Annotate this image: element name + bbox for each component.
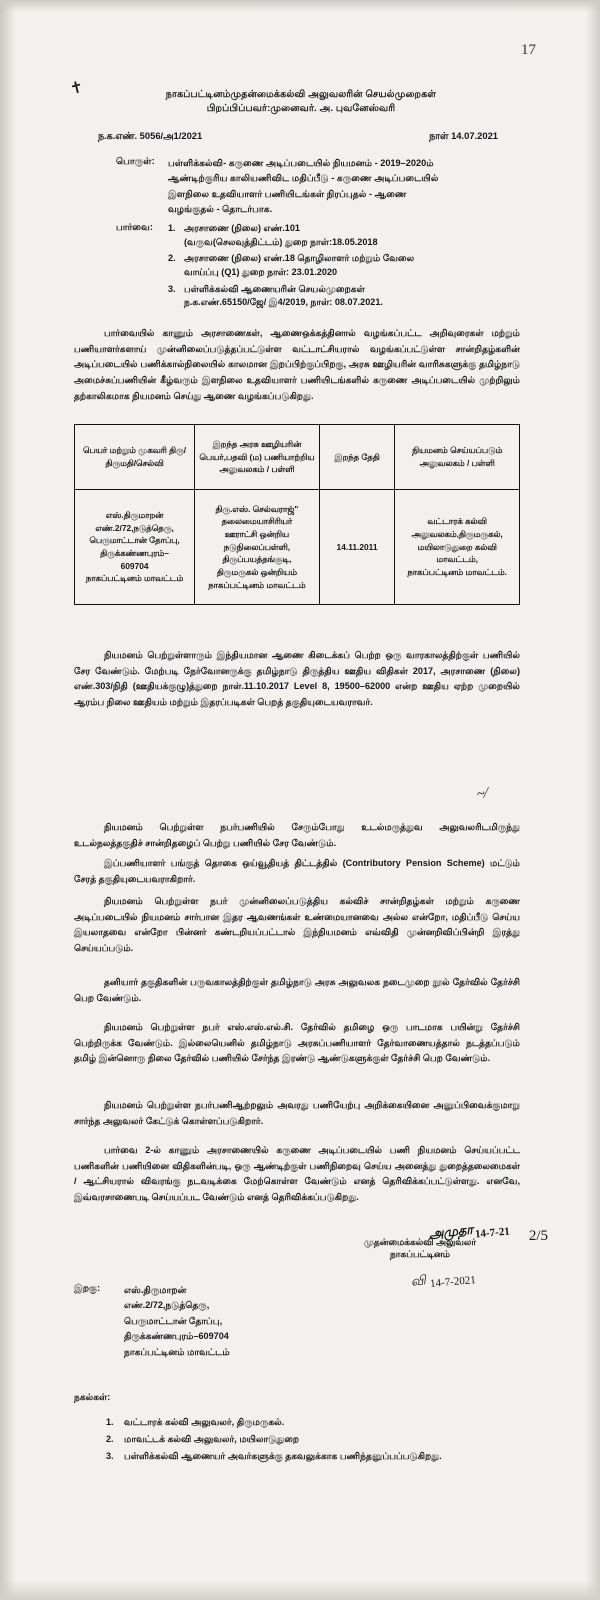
cell-line: வட்டாரக் கல்வி (427, 516, 487, 527)
cell-line: தலைமையாசிரியர் (221, 516, 293, 527)
cell-line: அலுவலகம்,திருமருகல், (411, 529, 503, 540)
reference-item-line: வாய்ப்பு (Q1) துறை நாள்: 23.01.2020 (184, 266, 338, 277)
page-fraction: 2/5 (528, 1228, 548, 1244)
cell-line: திரு.எஸ். செல்வராஜ்" (215, 503, 299, 514)
signature-block (330, 1221, 511, 1261)
table-header-row (75, 425, 520, 490)
copies-item-text: மாவட்டக் கல்வி அலுவலர், மயிலாடுதுறை (124, 1433, 300, 1444)
paragraph-lower-1-text: நியமனம் பெற்றுள்ள நபர்பணியில் சேரும்போது உடல்மருத்துவ அலுவலரிடமிருந்து உடல்நலத்தகுதிச் சான்றிதழைப் பெற்று பணியில் சேர வேண்டும். (74, 822, 520, 848)
paragraph-lower-2 (74, 856, 520, 887)
cell-line: நாகப்பட்டினம் மாவட்டம் (85, 573, 184, 584)
second-signature-scribble: வி (410, 1272, 427, 1289)
reference-item-line: பள்ளிக்கல்வி ஆணையரின் செயல்முறைகள் (184, 283, 365, 294)
copies-item (106, 1448, 516, 1465)
recipient-line: நாகப்பட்டினம் மாவட்டம் (124, 1346, 230, 1357)
cell-line: நாகப்பட்டினம் மாவட்டம். (407, 566, 507, 577)
recipient-line: திருக்கண்ணபுரம்–609704 (124, 1331, 229, 1342)
paragraph-lower-5-text: நியமனம் பெற்றுள்ள நபர் எஸ்.எஸ்.எல்.சி. தேர்வில் தமிழை ஒரு பாடமாக பயின்று தேர்ச்சி பெற்றிருக்க வேண்டும். இல்லையெனில் தமிழ்நாடு அரசுப்பணியாளர் தேர்வாணையத்தால் நடத்தப்படும் தமிழ் இன்னொரு நிலை தேர்வில் பணியில் சேர்ந்த இரண்டு ஆண்டுகளுக்குள் தேர்ச்சி பெற வேண்டும். (74, 1022, 520, 1064)
paragraph-1-text: பார்வையில் காணும் அரசாணைகள், ஆணைஒக்கத்தினால் வழங்கப்பட்ட அறிவுரைகள் மற்றும் பணியாளர்களாய் முன்னிலைப்படுத்தப்பட்டுள்ள வட்டாட்சியரால் வழங்கப்பட்டுள்ள சான்றிதழ்களின் அடிப்படையில் பணிக்கால்நிலையில் காலமான இறப்பிற்குப்பிறகு, அரசு ஊழியரின் வாரிசுகளுக்கு தமிழ்நாடு அமைச்சுப்பணியின் கீழ்வரும் இளநிலை உதவியாளர் பணியிடங்களில் கருணை அடிப்படையில் முற்றிலும் தற்காலிகமாக நியமனம் செய்து ஆணை வழங்கப்படுகிறது. (74, 328, 520, 401)
reference-item-number: 3. (168, 283, 176, 294)
paragraph-lower-1 (74, 820, 520, 851)
subject-line-2: ஆண்டிற்குரிய காலியணிவிட மதிப்பீடு - கருணை அடிப்படையில் (168, 173, 439, 184)
reference-item-line: அரசாணை (நிலை) எண்.101 (184, 223, 300, 233)
table-row (75, 490, 520, 605)
reference-item (168, 222, 498, 249)
second-signature-block (411, 1272, 476, 1290)
reference-date: நாள் 14.07.2021 (429, 130, 498, 141)
recipient-address (124, 1283, 384, 1360)
paragraph-lower-7-text: பார்வை 2-ல் காணும் அரசாணையில் கருணை அடிப்படையில் பணி நியமனம் செய்யப்பட்ட பணிகளின் பணியினை விதிகளின்படி, ஒரு ஆண்டிற்குள் பணிநிறைவு செய்ய அனைத்து துறைத்தலைமைகள் / ஆட்சியரால் விவரங்கு நடவடிக்கை மேற்கொள்ள வேண்டும் எனத் தெரிவிக்கப்பட்டுள்ளது. எனவே, இவ்வரசாணைபடி செய்யப்பட வேண்டும் எனத் தெரிவிக்கப்படுகிறது. (74, 1145, 520, 1202)
reference-item-number: 1. (168, 223, 176, 233)
copies-item-number: 1. (106, 1417, 114, 1427)
recipient-label: இறகு: (74, 1283, 101, 1293)
handwritten-mark-top: ✝ (68, 78, 86, 99)
table-header-cell-posting: நியமனம் செய்யப்படும் அலுவலகம் / பள்ளி (395, 425, 520, 490)
cell-line: மாவட்டம், (436, 554, 478, 565)
copies-label: நகல்கள்: (74, 1392, 111, 1402)
copies-item-number: 2. (106, 1433, 114, 1444)
paragraph-1 (74, 326, 520, 404)
signature-scribble: அமுதா (427, 1221, 474, 1242)
copies-item (106, 1431, 516, 1448)
cell-line: ஊராட்சி ஒன்றிய (224, 529, 290, 540)
copies-item-text: வட்டாரக் கல்வி அலுவலர், திருமருகல். (124, 1417, 285, 1427)
cell-line: எஸ்.திருமாறன் (105, 510, 164, 521)
subject-value (168, 156, 468, 217)
recipient-line: பெருமாட்டான் தோப்பு, (124, 1315, 223, 1326)
handwritten-mark-middle: ~⁄ (475, 785, 490, 803)
cell-line: திருப்பயத்தங்குடி, (222, 554, 292, 565)
table-header-cell-name: பெயர் மற்றும் முகவரி திரு/திருமதி/செல்வி (75, 425, 195, 490)
copies-list (106, 1414, 516, 1464)
reference-item (168, 252, 498, 279)
document-heading (86, 88, 516, 117)
reference-item (168, 283, 498, 310)
reference-items (168, 222, 498, 313)
reference-item-line: ந.க.எண்.65150/ஜே/ இ4/2019, நாள்: 08.07.2021. (184, 297, 383, 308)
cell-line: திருமருகல் ஒன்றியம் (216, 566, 297, 577)
reference-label: பார்வை: (116, 222, 153, 232)
cell-line: திருக்கண்ணபுரம்– (100, 548, 169, 558)
paper-edge-right (586, 0, 600, 1600)
cell-line: நடுநிலைப்பள்ளி, (223, 541, 291, 552)
paragraph-lower-2-text: இப்பணியாளர் பங்குத் தொகை ஒய்வூதியத் திட்டத்தில் (Contributory Pension Scheme) மட்டும் சேரத் தகுதியுடையவராகிறார். (74, 858, 520, 884)
paper-edge-left (0, 0, 16, 1600)
paragraph-lower-4-text: தனியார் தகுதிகளின் பருவகாலத்திற்குள் தமிழ்நாடு அரசு அலுவலக நடைமுறை நூல் தேர்வில் தேர்ச்சி பெற வேண்டும். (74, 977, 520, 1003)
signature-title-2: நாகப்பட்டினம் (390, 1249, 450, 1259)
reference-number-line (98, 130, 498, 143)
recipient-line: எஸ்.திருமாறன் (124, 1285, 187, 1295)
paragraph-lower-6-text: நியமனம் பெற்றுள்ள நபர்பணிஆற்றலும் அவரது பணியேற்பு அறிக்கையினை அனுப்பிவைக்குமாறு சார்ந்த அலுவலர் கேட்டுக் கொள்ளப்படுகிறார். (74, 1100, 520, 1126)
table-cell-deceased (195, 490, 320, 605)
paragraph-2-text: நியமனம் பெற்றுள்ளாரும் இந்தியமான ஆணை கிடைக்கப் பெற்ற ஒரு வாரகாலத்திற்குள் பணியில் சேர வேண்டும். மேற்படி நேர்வோனருக்கு தமிழ்நாடு திருத்திய ஊதிய விதிகள் 2017, அரசாணை (நிலை) எண்.303/நிதி (ஊதியக்குழு)த்துறை நாள்.11.10.2017 Level 8, 19500–62000 என்ற ஊதிய ஏற்ற முறையில் ஆரம்ப நிலை ஊதியம் மற்றும் இதரப்படிகள் பெறத் தகுதியுடையவராவர். (74, 650, 520, 707)
cell-line: மயிலாடுதுறை கல்வி (417, 541, 497, 552)
copies-item (106, 1414, 516, 1431)
reference-item-number: 2. (168, 253, 176, 264)
page-number: 17 (521, 42, 536, 58)
paragraph-lower-7 (74, 1143, 520, 1206)
table-cell-date: 14.11.2011 (319, 490, 395, 605)
table-header-cell-date: இறந்த தேதி (319, 425, 395, 490)
cell-line: நாகப்பட்டினம் மாவட்டம் (208, 579, 306, 590)
copies-item-text: பள்ளிக்கல்வி ஆணையர் அவர்களுக்கு தகவலுக்காக பணிந்தனுப்பப்படுகிறது. (124, 1450, 442, 1461)
cell-line: பெருமாட்டான் தோப்பு, (89, 535, 180, 546)
paragraph-lower-5 (74, 1020, 520, 1067)
cell-line: 609704 (120, 560, 149, 571)
reference-item-line: அரசாணை (நிலை) எண்.18 தொழிலாளர் மற்றும் வேலை (184, 253, 415, 264)
document-body (46, 0, 554, 1600)
table-cell-name (75, 490, 195, 605)
heading-line-1: நாகப்பட்டினம்முதன்மைக்கல்வி அலுவலரின் செயல்முறைகள் (165, 89, 437, 100)
cell-line: எண்.2/72,நடுத்தெரு, (95, 522, 174, 533)
subject-line-4: வழங்குதல் - தொடர்பாக. (168, 203, 273, 214)
heading-line-2: பிறப்பிப்பவர்:முனைவர். அ. புவனேஸ்வரி (206, 103, 396, 115)
reference-item-line: (வருவ(செலவுத்திட்டம்) துறை நாள்:18.05.2018 (184, 236, 378, 247)
subject-label: பொருள்: (116, 156, 155, 166)
reference-number: ந.க.எண். 5056/அ1/2021 (98, 130, 203, 141)
recipient-line: எண்.2/72,நடுத்தெரு, (124, 1300, 210, 1311)
copies-item-number: 3. (106, 1450, 114, 1461)
subject-line-1: பள்ளிக்கல்வி- கருணை அடிப்படையில் நியமனம் - 2019–2020ம் (168, 158, 434, 168)
table-cell-posting (395, 490, 520, 605)
paragraph-2 (74, 648, 520, 711)
paragraph-lower-6 (74, 1098, 520, 1129)
subject-line-3: இளநிலை உதவியாளர் பணியிடங்கள் நிரப்புதல் - ஆணை (168, 188, 407, 199)
signature-date: 14-7-21 (474, 1225, 511, 1241)
paragraph-lower-4 (74, 975, 520, 1006)
paragraph-lower-3 (74, 894, 520, 957)
appointment-table (74, 424, 520, 605)
second-signature-date: 14-7-2021 (429, 1274, 477, 1290)
paragraph-lower-3-text: நியமனம் பெற்றுள்ள நபர் முன்னிலைப்படுத்திய கல்விச் சான்றிதழ்கள் மற்றும் கருணை அடிப்படையில் நியமனம் சார்பான இதர ஆவணங்கள் உண்மையானவை அல்ல என்றோ, மதிப்பீடு செய்ய இயலாதவை என்றோ பின்னர் கண்டறியப்பட்டால் இந்நியமனம் எவ்விதி முன்னறிவிப்பின்றி இரத்து செய்யப்படும். (74, 896, 520, 953)
signature-title-1: முதன்மைக்கல்வி அலுவலர் (363, 1237, 477, 1247)
table-header-cell-deceased: இறந்த அரசு ஊழியரின் பெயர்,பதவி (ம) பணியாற்றிய அலுவலகம் / பள்ளி (195, 425, 320, 490)
